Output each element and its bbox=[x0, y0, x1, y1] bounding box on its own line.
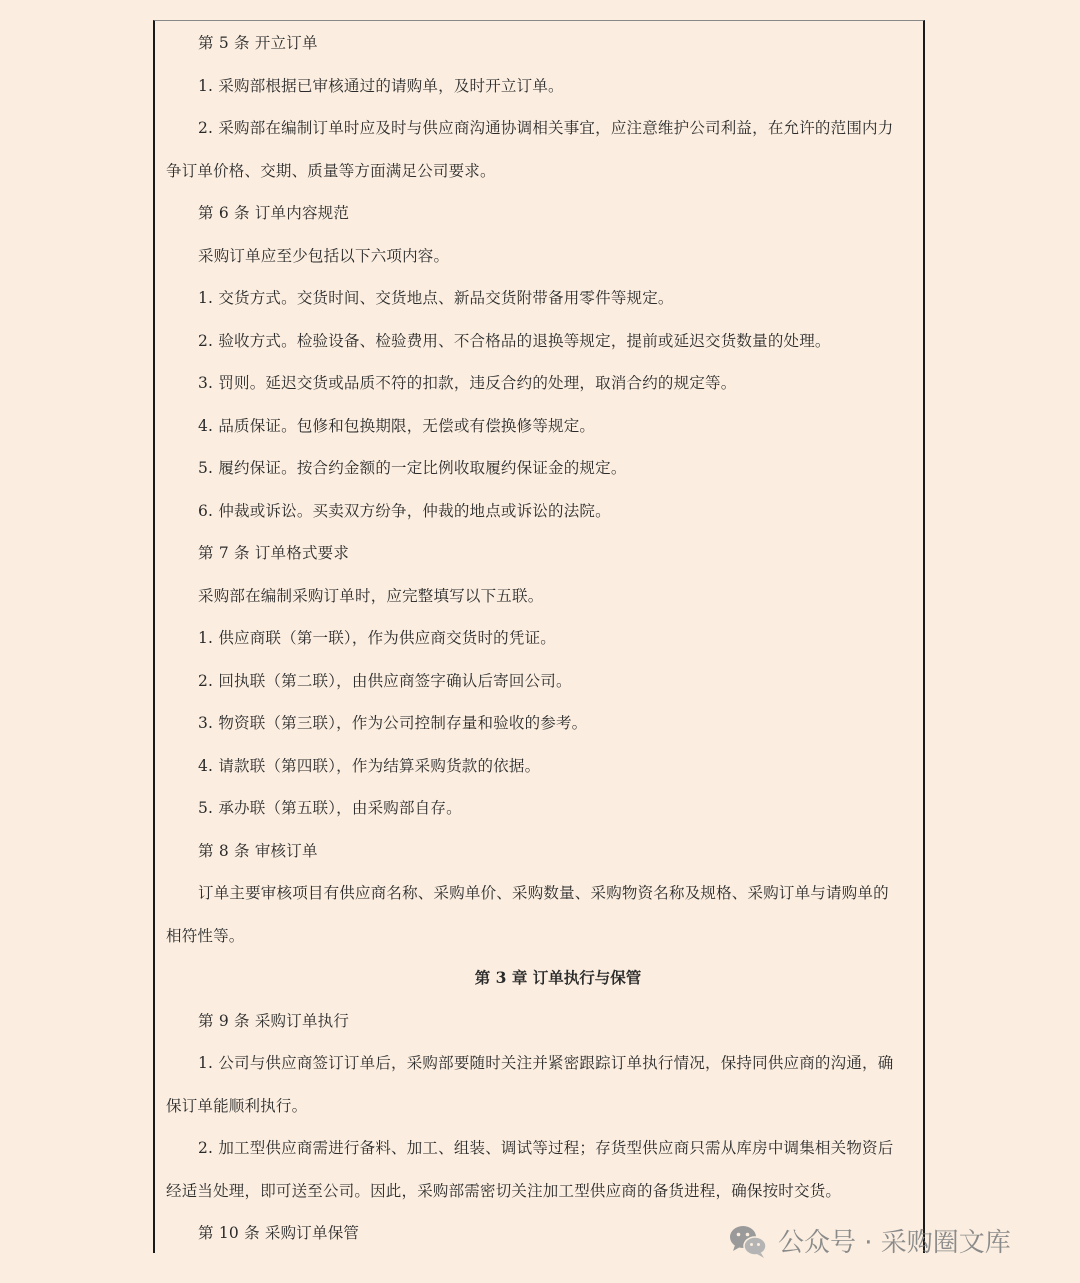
paragraph-line: 5. 承办联（第五联），由采购部自存。 bbox=[198, 799, 462, 817]
article-5-heading: 第 5 条 开立订单 bbox=[198, 34, 318, 52]
article-7-heading: 第 7 条 订单格式要求 bbox=[198, 544, 350, 562]
paragraph-line: 2. 验收方式。检验设备、检验费用、不合格品的退换等规定，提前或延迟交货数量的处理。 bbox=[198, 332, 831, 350]
article-9-heading: 第 9 条 采购订单执行 bbox=[198, 1012, 350, 1030]
watermark bbox=[728, 1222, 1011, 1259]
document-page bbox=[153, 20, 925, 1253]
paragraph-line: 4. 品质保证。包修和包换期限，无偿或有偿换修等规定。 bbox=[198, 417, 596, 435]
paragraph-line: 2. 回执联（第二联），由供应商签字确认后寄回公司。 bbox=[198, 672, 572, 690]
paragraph-line: 6. 仲裁或诉讼。买卖双方纷争，仲裁的地点或诉讼的法院。 bbox=[198, 502, 611, 520]
paragraph-line: 保订单能顺利执行。 bbox=[166, 1097, 308, 1115]
paragraph-line: 采购部在编制采购订单时，应完整填写以下五联。 bbox=[198, 587, 544, 605]
paragraph-line: 争订单价格、交期、质量等方面满足公司要求。 bbox=[166, 162, 496, 180]
paragraph-line: 相符性等。 bbox=[166, 927, 245, 945]
paragraph-line: 2. 采购部在编制订单时应及时与供应商沟通协调相关事宜，应注意维护公司利益，在允许的范围内力 bbox=[198, 119, 894, 137]
paragraph-line: 订单主要审核项目有供应商名称、采购单价、采购数量、采购物资名称及规格、采购订单与请购单的 bbox=[198, 884, 889, 902]
paragraph-line: 5. 履约保证。按合约金额的一定比例收取履约保证金的规定。 bbox=[198, 459, 627, 477]
paragraph-line: 1. 采购部根据已审核通过的请购单，及时开立订单。 bbox=[198, 77, 564, 95]
paragraph-line: 3. 物资联（第三联），作为公司控制存量和验收的参考。 bbox=[198, 714, 588, 732]
article-8-heading: 第 8 条 审核订单 bbox=[198, 842, 318, 860]
paragraph-line: 3. 罚则。延迟交货或品质不符的扣款，违反合约的处理，取消合约的规定等。 bbox=[198, 374, 737, 392]
watermark-text: 公众号 · 采购圈文库 bbox=[778, 1228, 1011, 1258]
wechat-icon bbox=[728, 1223, 768, 1259]
paragraph-line: 2. 加工型供应商需进行备料、加工、组装、调试等过程；存货型供应商只需从库房中调集相关物资后 bbox=[198, 1139, 894, 1157]
paragraph-line: 1. 供应商联（第一联），作为供应商交货时的凭证。 bbox=[198, 629, 556, 647]
paragraph-line: 1. 交货方式。交货时间、交货地点、新品交货附带备用零件等规定。 bbox=[198, 289, 674, 307]
chapter-3-heading: 第 3 章 订单执行与保管 bbox=[474, 968, 642, 987]
paragraph-line: 采购订单应至少包括以下六项内容。 bbox=[198, 247, 450, 265]
paragraph-line: 经适当处理，即可送至公司。因此，采购部需密切关注加工型供应商的备货进程，确保按时交货。 bbox=[166, 1182, 842, 1200]
article-10-heading: 第 10 条 采购订单保管 bbox=[198, 1224, 360, 1242]
paragraph-line: 1. 公司与供应商签订订单后，采购部要随时关注并紧密跟踪订单执行情况，保持同供应商的沟通，确 bbox=[198, 1054, 894, 1072]
article-6-heading: 第 6 条 订单内容规范 bbox=[198, 204, 350, 222]
paragraph-line: 4. 请款联（第四联），作为结算采购货款的依据。 bbox=[198, 757, 541, 775]
